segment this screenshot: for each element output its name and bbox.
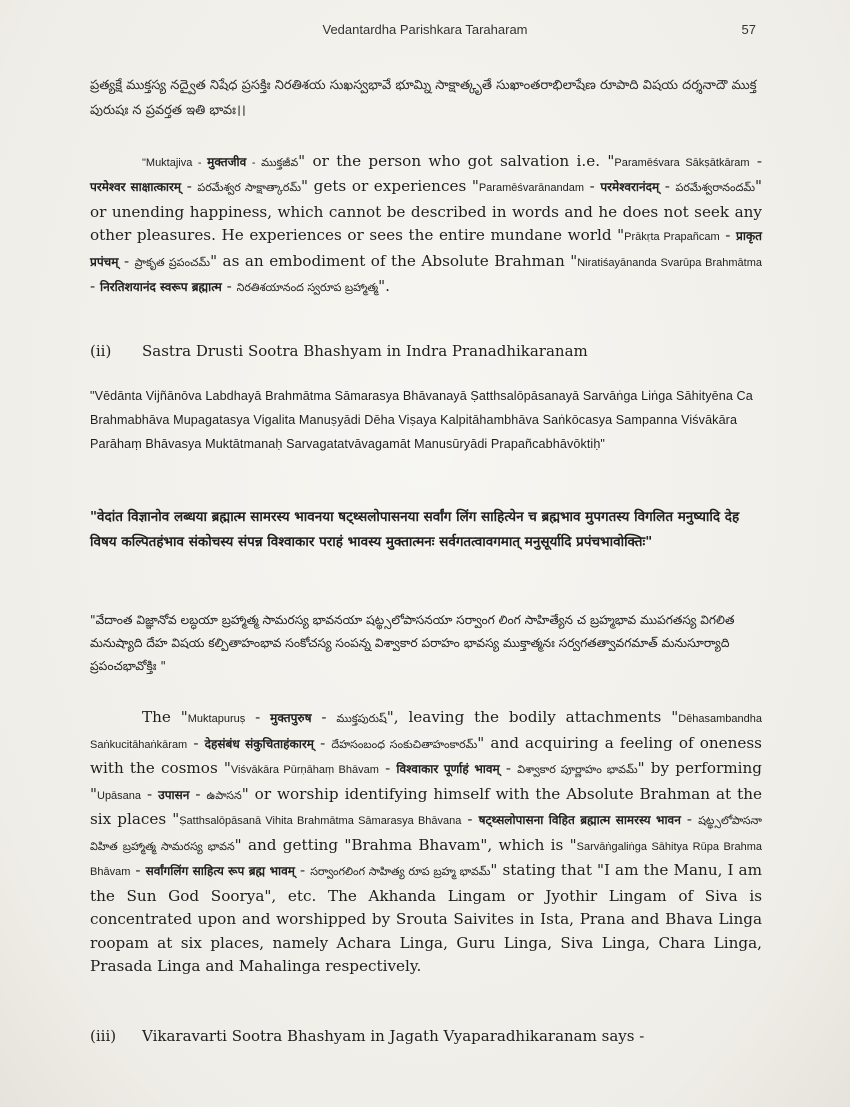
- text: "Muktajiva -: [142, 157, 208, 169]
- telugu-term: విశ్వాకార పూర్ణాహం భావమ్: [517, 763, 638, 776]
- transliteration: Prākṛta Prapañcam: [624, 231, 720, 244]
- text: " or unending happiness, which cannot be described in words and he does not seek any other pleasures. He experiences or sees the entire mundane world ": [90, 177, 763, 245]
- text: -: [141, 784, 159, 803]
- telugu-term: ప్రాకృత ప్రపంచమ్: [134, 255, 211, 269]
- transliteration: Viśvākāra Pūrṇāhaṃ Bhāvam: [230, 764, 379, 776]
- text: -: [378, 759, 397, 777]
- text: -: [181, 177, 198, 196]
- telugu-intro-paragraph: ప్రత్యక్షే ముక్తస్య నద్వైత నిషేధ ప్రసక్తిః నిరతిశయ సుఖస్వభావే భూమ్ని సాక్షాత్కృతే సుఖాంతరాభిలాషేణ రూపాది విషయ దర్శనాదౌ ముక్త పురుషః న ప్రవర్తత ఇతి భావః।।: [90, 78, 757, 118]
- text: -: [189, 784, 207, 803]
- transliteration: Paramēśvara Sākṣātkāram: [614, 157, 750, 169]
- text: -: [221, 277, 237, 296]
- text: -: [313, 733, 332, 752]
- text: -: [90, 277, 100, 296]
- muktapurus-paragraph: [90, 706, 762, 979]
- text: -: [294, 861, 311, 879]
- devanagari-term: षट्थ्सलोपासना विहित ब्रह्मात्म सामरस्य भावन: [478, 813, 681, 827]
- transliteration: Upāsana: [97, 789, 142, 802]
- devanagari-term: सर्वांगलिंग साहित्य रूप ब्रह्म भावम्: [145, 864, 295, 878]
- transliteration: Paramēśvarānandam: [478, 182, 584, 195]
- devanagari-term: देहसंबंध संकुचिताहंकारम्: [204, 736, 314, 751]
- running-title: Vedantardha Parishkara Taraharam: [322, 22, 528, 37]
- transliteration: Muktapuruṣ: [187, 713, 246, 725]
- text: -: [246, 157, 262, 169]
- telugu-term: పరమేశ్వరానందమ్: [675, 181, 756, 195]
- telugu-term: దేహసంబంధ సంకుచితాహంకారమ్: [331, 737, 478, 751]
- transliteration: Dēhasambandha Saṅkucitāhaṅkāram: [90, 713, 762, 751]
- text: -: [659, 177, 676, 196]
- text: -: [311, 708, 337, 726]
- text: -: [749, 152, 763, 170]
- text: " or the person who got salvation i.e. ": [298, 152, 615, 170]
- transliteration: Niratiśayānanda Svarūpa Brahmātma: [577, 256, 762, 269]
- text: " as an embodiment of the Absolute Brahman ": [210, 251, 578, 270]
- section-heading-ii: [90, 342, 588, 360]
- devanagari-term: प्राकृत प्रपंचम्: [90, 229, 763, 269]
- devanagari-term: परमेश्वर साक्षात्कारम्: [90, 180, 182, 195]
- telugu-term: ముక్తజీవ: [261, 156, 299, 169]
- telugu-term: పరమేశ్వర సాక్షాత్కారమ్: [197, 181, 302, 195]
- telugu-term: ముక్తపురుష్: [336, 712, 387, 725]
- text: " or worship identifying himself with the Absolute Brahman at the six places ": [90, 784, 762, 828]
- text: " and acquiring a feeling of oneness with the cosmos ": [90, 733, 762, 777]
- text: -: [584, 177, 601, 196]
- devanagari-term: परमेश्वरानंदम्: [600, 180, 660, 195]
- page-number: 57: [741, 22, 756, 37]
- devanagari-term: उपासन: [158, 787, 190, 802]
- text: ".: [378, 277, 390, 296]
- text: " by performing ": [90, 759, 762, 803]
- text: " gets or experiences ": [301, 177, 479, 196]
- text: -: [461, 810, 479, 828]
- text: ", leaving the bodily attachments ": [386, 708, 679, 726]
- section-title: Vikaravarti Sootra Bhashyam in Jagath Vyaparadhikaranam says -: [142, 1027, 645, 1045]
- text: -: [245, 708, 271, 726]
- section-number: (iii): [90, 1027, 117, 1045]
- transliteration: Ṣatthsalōpāsanā Vihita Brahmātma Sāmarasya Bhāvana: [179, 815, 462, 827]
- text: " and getting "Brahma Bhavam", which is ": [234, 835, 577, 854]
- transliteration-paragraph: "Vēdānta Vijñānōva Labdhayā Brahmātma Sāmarasya Bhāvanayā Ṣatthsalōpāsanayā Sarvāṅga Liṅga Sāhityēna Ca Brahmabhāva Mupagatasya Vigalita Manuṣyādi Dēha Viṣaya Kalpitāhambhāva Saṅkōcasya Sampanna Viśvākāra Parāhaṃ Bhāvasya Muktātmanaḥ Sarvagatatvāvagamāt Manusūryādi Prapañcabhāvōktiḥ": [90, 389, 753, 451]
- devanagari-term: मुक्तजीव: [207, 155, 247, 169]
- text: -: [680, 810, 699, 828]
- muktajiva-paragraph: [90, 150, 762, 299]
- devanagari-paragraph: "वेदांत विज्ञानोव लब्धया ब्रह्मात्म सामरस्य भावनया षट्थ्सलोपासनया सर्वांग लिंग साहित्येन च ब्रह्मभाव मुपगतस्य विगलित मनुष्यादि देह विषय कल्पितहंभाव संकोचस्य संपन्न विश्वाकार पराहं भावस्य मुक्तात्मनः सर्वगतत्वावगमात् मनुसूर्यादि प्रपंचभावोक्तिः": [90, 509, 740, 550]
- text: " stating that "I am the Manu, I am the Sun God Soorya", etc. The Akhanda Lingam or Jyothir Lingam of Siva is concentrated upon and worshipped by Srouta Saivites in Ista, Prana and Bhava Linga roopam at six places, namely Achara Linga, Guru Linga, Siva Linga, Chara Linga, Prasada Linga and Mahalinga respectively.: [90, 861, 762, 975]
- transliteration: Sarvāṅgaliṅga Sāhitya Rūpa Brahma Bhāvam: [90, 840, 762, 878]
- text: -: [187, 733, 205, 752]
- section-heading-iii: [90, 1027, 644, 1045]
- telugu-term: నిరతిశయానంద స్వరూప బ్రహ్మాత్మ: [236, 281, 379, 295]
- devanagari-term: निरतिशयानंद स्वरूप ब्रह्मात्म: [99, 280, 222, 295]
- text: -: [719, 226, 737, 245]
- telugu-term: షట్థ్సలోపాసనా విహిత బ్రహ్మాత్మ సామరస్య భావన: [90, 814, 762, 853]
- telugu-term: సర్వాంగలింగ సాహిత్య రూప బ్రహ్మ భావమ్: [310, 865, 491, 878]
- text: -: [130, 861, 146, 879]
- devanagari-term: विश्वाकार पूर्णाहं भावम्: [396, 762, 500, 776]
- devanagari-term: मुक्तपुरुष: [270, 711, 312, 725]
- telugu-term: ఉపాసన: [206, 788, 242, 802]
- section-number: (ii): [90, 342, 112, 360]
- telugu-paragraph: "వేదాంత విజ్ఞానోవ లబ్ధయా బ్రహ్మాత్మ సామరస్య భావనయా షట్థ్సలోపాసనయా సర్వాంగ లింగ సాహిత్యేన చ బ్రహ్మభావ ముపగతస్య విగలిత మనుష్యాది దేహ విషయ కల్పితాహంభావ సంకోచస్య సంపన్న విశ్వాకార పరాహం భావస్య ముక్తాత్మనః సర్వగతత్వావగమాత్ మనుసూర్యాది ప్రపంచభావోక్తిః ": [90, 613, 735, 673]
- section-title: Sastra Drusti Sootra Bhashyam in Indra Pranadhikaranam: [142, 342, 588, 360]
- text: -: [499, 759, 518, 777]
- text: The ": [142, 708, 188, 726]
- text: -: [118, 251, 135, 270]
